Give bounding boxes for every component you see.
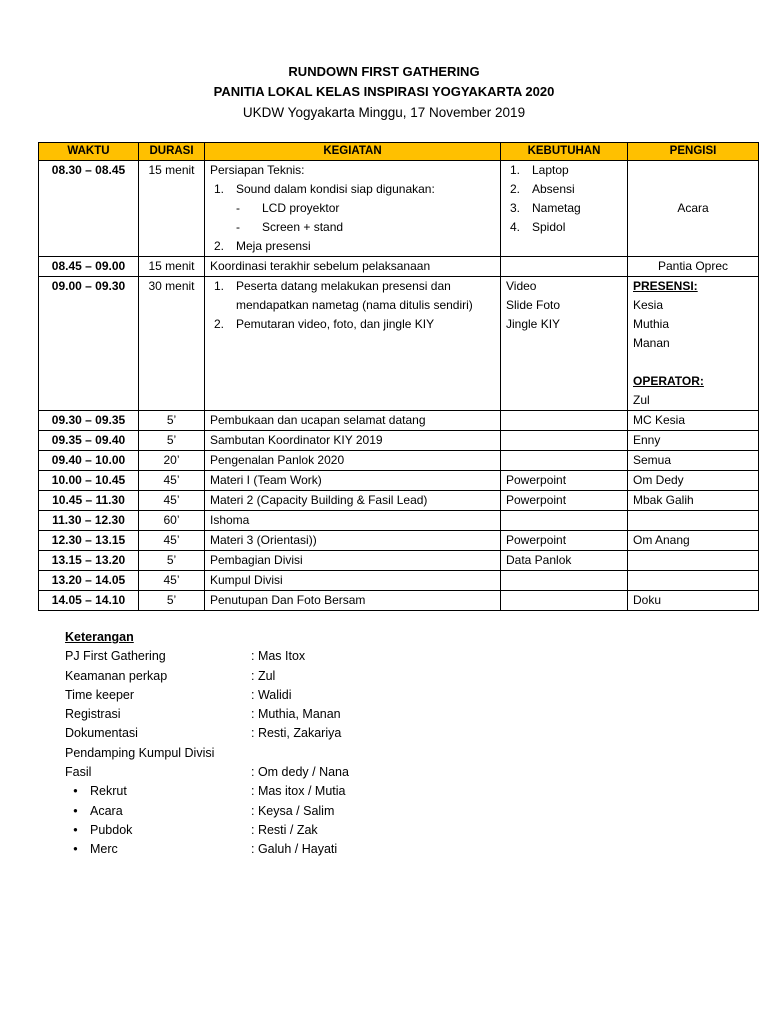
header-waktu: WAKTU bbox=[39, 143, 139, 161]
cell-durasi: 15 menit bbox=[139, 161, 205, 257]
header-durasi: DURASI bbox=[139, 143, 205, 161]
cell-durasi: 5’ bbox=[139, 431, 205, 451]
cell-kebutuhan bbox=[501, 511, 628, 531]
table-row bbox=[39, 571, 759, 591]
header-kegiatan: KEGIATAN bbox=[205, 143, 501, 161]
cell-pengisi: Mbak Galih bbox=[628, 491, 759, 511]
cell-kebutuhan bbox=[501, 591, 628, 611]
presensi-name: Muthia bbox=[633, 317, 670, 331]
operator-label: OPERATOR: bbox=[633, 374, 704, 388]
kegiatan-subitem: LCD proyektor bbox=[262, 201, 340, 215]
kebutuhan-item: Jingle KIY bbox=[506, 317, 561, 331]
cell-kebutuhan: Powerpoint bbox=[501, 531, 628, 551]
notes-value: : Resti, Zakariya bbox=[251, 726, 342, 741]
bullet-icon: • bbox=[73, 784, 78, 799]
bullet-icon: • bbox=[73, 842, 78, 857]
cell-kebutuhan bbox=[501, 411, 628, 431]
table-row bbox=[39, 451, 759, 471]
kegiatan-title: Persiapan Teknis: bbox=[210, 163, 305, 177]
cell-kegiatan: Materi 2 (Capacity Building & Fasil Lead) bbox=[205, 491, 501, 511]
cell-waktu: 08.45 – 09.00 bbox=[39, 257, 139, 277]
table-row bbox=[39, 491, 759, 511]
cell-kebutuhan bbox=[501, 571, 628, 591]
cell-kebutuhan bbox=[501, 431, 628, 451]
cell-waktu: 09.00 – 09.30 bbox=[39, 277, 139, 411]
cell-durasi: 45’ bbox=[139, 531, 205, 551]
notes-key: Pubdok bbox=[90, 822, 133, 837]
kebutuhan-item: Slide Foto bbox=[506, 298, 561, 312]
cell-pengisi bbox=[628, 551, 759, 571]
kebutuhan-item: Nametag bbox=[532, 201, 581, 215]
table-row bbox=[39, 591, 759, 611]
cell-kebutuhan bbox=[501, 257, 628, 277]
cell-waktu: 13.15 – 13.20 bbox=[39, 551, 139, 571]
presensi-label: PRESENSI: bbox=[633, 279, 698, 293]
table-row bbox=[39, 551, 759, 571]
cell-durasi: 15 menit bbox=[139, 257, 205, 277]
notes-heading: Keterangan bbox=[65, 630, 134, 644]
cell-pengisi bbox=[628, 277, 759, 411]
notes-key: PJ First Gathering bbox=[65, 649, 166, 664]
kegiatan-item: Peserta datang melakukan presensi dan mendapatkan nametag (nama ditulis sendiri) bbox=[236, 279, 473, 312]
cell-pengisi bbox=[628, 511, 759, 531]
title-line-2: PANITIA LOKAL KELAS INSPIRASI YOGYAKARTA 2020 bbox=[213, 84, 555, 99]
cell-pengisi: Om Anang bbox=[628, 531, 759, 551]
notes-key: Dokumentasi bbox=[65, 726, 138, 741]
table-row bbox=[39, 161, 759, 257]
notes-bullet-row bbox=[65, 802, 349, 821]
notes-value: : Mas Itox bbox=[251, 649, 306, 664]
table-row bbox=[39, 277, 759, 411]
cell-pengisi: Enny bbox=[628, 431, 759, 451]
notes-value: : Keysa / Salim bbox=[251, 803, 335, 818]
cell-kegiatan: Ishoma bbox=[205, 511, 501, 531]
cell-kegiatan: Pembukaan dan ucapan selamat datang bbox=[205, 411, 501, 431]
cell-durasi: 20’ bbox=[139, 451, 205, 471]
cell-pengisi: MC Kesia bbox=[628, 411, 759, 431]
cell-durasi: 45’ bbox=[139, 571, 205, 591]
cell-waktu: 11.30 – 12.30 bbox=[39, 511, 139, 531]
kebutuhan-item: Laptop bbox=[532, 163, 569, 177]
header-kebutuhan: KEBUTUHAN bbox=[501, 143, 628, 161]
cell-durasi: 60’ bbox=[139, 511, 205, 531]
notes-bullet-row bbox=[65, 840, 349, 859]
notes-key: Registrasi bbox=[65, 707, 121, 722]
notes-row bbox=[65, 686, 349, 705]
table-row bbox=[39, 257, 759, 277]
notes-row bbox=[65, 724, 349, 743]
cell-waktu: 10.00 – 10.45 bbox=[39, 471, 139, 491]
cell-kegiatan: 1. Peserta datang melakukan presensi dan mendapatkan nametag (nama ditulis sendiri) 2. Pemutaran video, foto, dan jingle KIY bbox=[205, 277, 501, 411]
notes-bullet-row bbox=[65, 782, 349, 801]
cell-waktu: 13.20 – 14.05 bbox=[39, 571, 139, 591]
table-row bbox=[39, 431, 759, 451]
cell-waktu: 14.05 – 14.10 bbox=[39, 591, 139, 611]
title-line-1: RUNDOWN FIRST GATHERING bbox=[288, 64, 480, 79]
cell-kegiatan: Penutupan Dan Foto Bersam bbox=[205, 591, 501, 611]
cell-durasi: 5’ bbox=[139, 591, 205, 611]
kegiatan-subitem: Screen + stand bbox=[262, 220, 344, 234]
cell-durasi: 45’ bbox=[139, 471, 205, 491]
notes-value: : Zul bbox=[251, 668, 276, 683]
bullet-icon: • bbox=[73, 803, 78, 818]
table-header-row bbox=[39, 143, 759, 161]
notes-row bbox=[65, 744, 349, 763]
presensi-name: Manan bbox=[633, 336, 670, 350]
notes-value: : Mas itox / Mutia bbox=[251, 784, 346, 799]
cell-kegiatan: Koordinasi terakhir sebelum pelaksanaan bbox=[205, 257, 501, 277]
cell-waktu: 09.35 – 09.40 bbox=[39, 431, 139, 451]
cell-kebutuhan bbox=[501, 277, 628, 411]
cell-durasi: 5’ bbox=[139, 551, 205, 571]
cell-kegiatan: Kumpul Divisi bbox=[205, 571, 501, 591]
header-pengisi: PENGISI bbox=[628, 143, 759, 161]
notes-value: : Resti / Zak bbox=[251, 822, 318, 837]
notes-key: Merc bbox=[90, 842, 118, 857]
cell-pengisi: Doku bbox=[628, 591, 759, 611]
notes-row bbox=[65, 667, 349, 686]
cell-kegiatan: Pengenalan Panlok 2020 bbox=[205, 451, 501, 471]
cell-durasi: 5’ bbox=[139, 411, 205, 431]
kebutuhan-item: Absensi bbox=[532, 182, 575, 196]
table-row bbox=[39, 411, 759, 431]
notes-value: : Om dedy / Nana bbox=[251, 765, 349, 780]
kebutuhan-item: Video bbox=[506, 279, 537, 293]
cell-pengisi: Om Dedy bbox=[628, 471, 759, 491]
notes-key: Rekrut bbox=[90, 784, 127, 799]
cell-durasi: 30 menit bbox=[139, 277, 205, 411]
cell-kegiatan: Materi 3 (Orientasi)) bbox=[205, 531, 501, 551]
notes-section bbox=[65, 628, 349, 860]
notes-value: : Galuh / Hayati bbox=[251, 842, 338, 857]
table-row bbox=[39, 531, 759, 551]
cell-kebutuhan: Powerpoint bbox=[501, 491, 628, 511]
cell-durasi: 45’ bbox=[139, 491, 205, 511]
kegiatan-item: Sound dalam kondisi siap digunakan: bbox=[236, 182, 435, 196]
notes-key: Keamanan perkap bbox=[65, 668, 168, 683]
notes-value: : Walidi bbox=[251, 687, 292, 702]
cell-kegiatan: Pembagian Divisi bbox=[205, 551, 501, 571]
cell-kegiatan: Materi I (Team Work) bbox=[205, 471, 501, 491]
operator-name: Zul bbox=[633, 393, 650, 407]
notes-value: : Muthia, Manan bbox=[251, 707, 341, 722]
notes-bullet-row bbox=[65, 821, 349, 840]
notes-row bbox=[65, 705, 349, 724]
bullet-icon: • bbox=[73, 822, 78, 837]
rundown-table bbox=[38, 142, 759, 611]
cell-kebutuhan: 1. Laptop 2. Absensi 3. Nametag 4. Spidol bbox=[501, 161, 628, 257]
document-header bbox=[0, 62, 768, 123]
cell-waktu: 09.40 – 10.00 bbox=[39, 451, 139, 471]
cell-kebutuhan bbox=[501, 451, 628, 471]
cell-waktu: 10.45 – 11.30 bbox=[39, 491, 139, 511]
table-row bbox=[39, 471, 759, 491]
notes-key: Fasil bbox=[65, 765, 92, 780]
cell-pengisi: Pantia Oprec bbox=[628, 257, 759, 277]
kebutuhan-item: Spidol bbox=[532, 220, 566, 234]
kegiatan-item: Pemutaran video, foto, dan jingle KIY bbox=[236, 317, 435, 331]
cell-pengisi: Semua bbox=[628, 451, 759, 471]
notes-key: Acara bbox=[90, 803, 123, 818]
cell-kebutuhan: Powerpoint bbox=[501, 471, 628, 491]
notes-row bbox=[65, 763, 349, 782]
cell-kegiatan: Persiapan Teknis: 1. Sound dalam kondisi siap digunakan: - LCD proyektor - Screen + stand 2. Meja presensi bbox=[205, 161, 501, 257]
notes-key: Pendamping Kumpul Divisi bbox=[65, 745, 215, 760]
cell-waktu: 08.30 – 08.45 bbox=[39, 161, 139, 257]
presensi-name: Kesia bbox=[633, 298, 664, 312]
notes-row bbox=[65, 647, 349, 666]
cell-pengisi: Acara bbox=[628, 161, 759, 257]
cell-waktu: 12.30 – 13.15 bbox=[39, 531, 139, 551]
cell-pengisi bbox=[628, 571, 759, 591]
table-row bbox=[39, 511, 759, 531]
kegiatan-item: Meja presensi bbox=[236, 239, 311, 253]
cell-waktu: 09.30 – 09.35 bbox=[39, 411, 139, 431]
cell-kebutuhan: Data Panlok bbox=[501, 551, 628, 571]
notes-key: Time keeper bbox=[65, 687, 135, 702]
cell-kegiatan: Sambutan Koordinator KIY 2019 bbox=[205, 431, 501, 451]
title-line-3: UKDW Yogyakarta Minggu, 17 November 2019 bbox=[242, 105, 526, 120]
